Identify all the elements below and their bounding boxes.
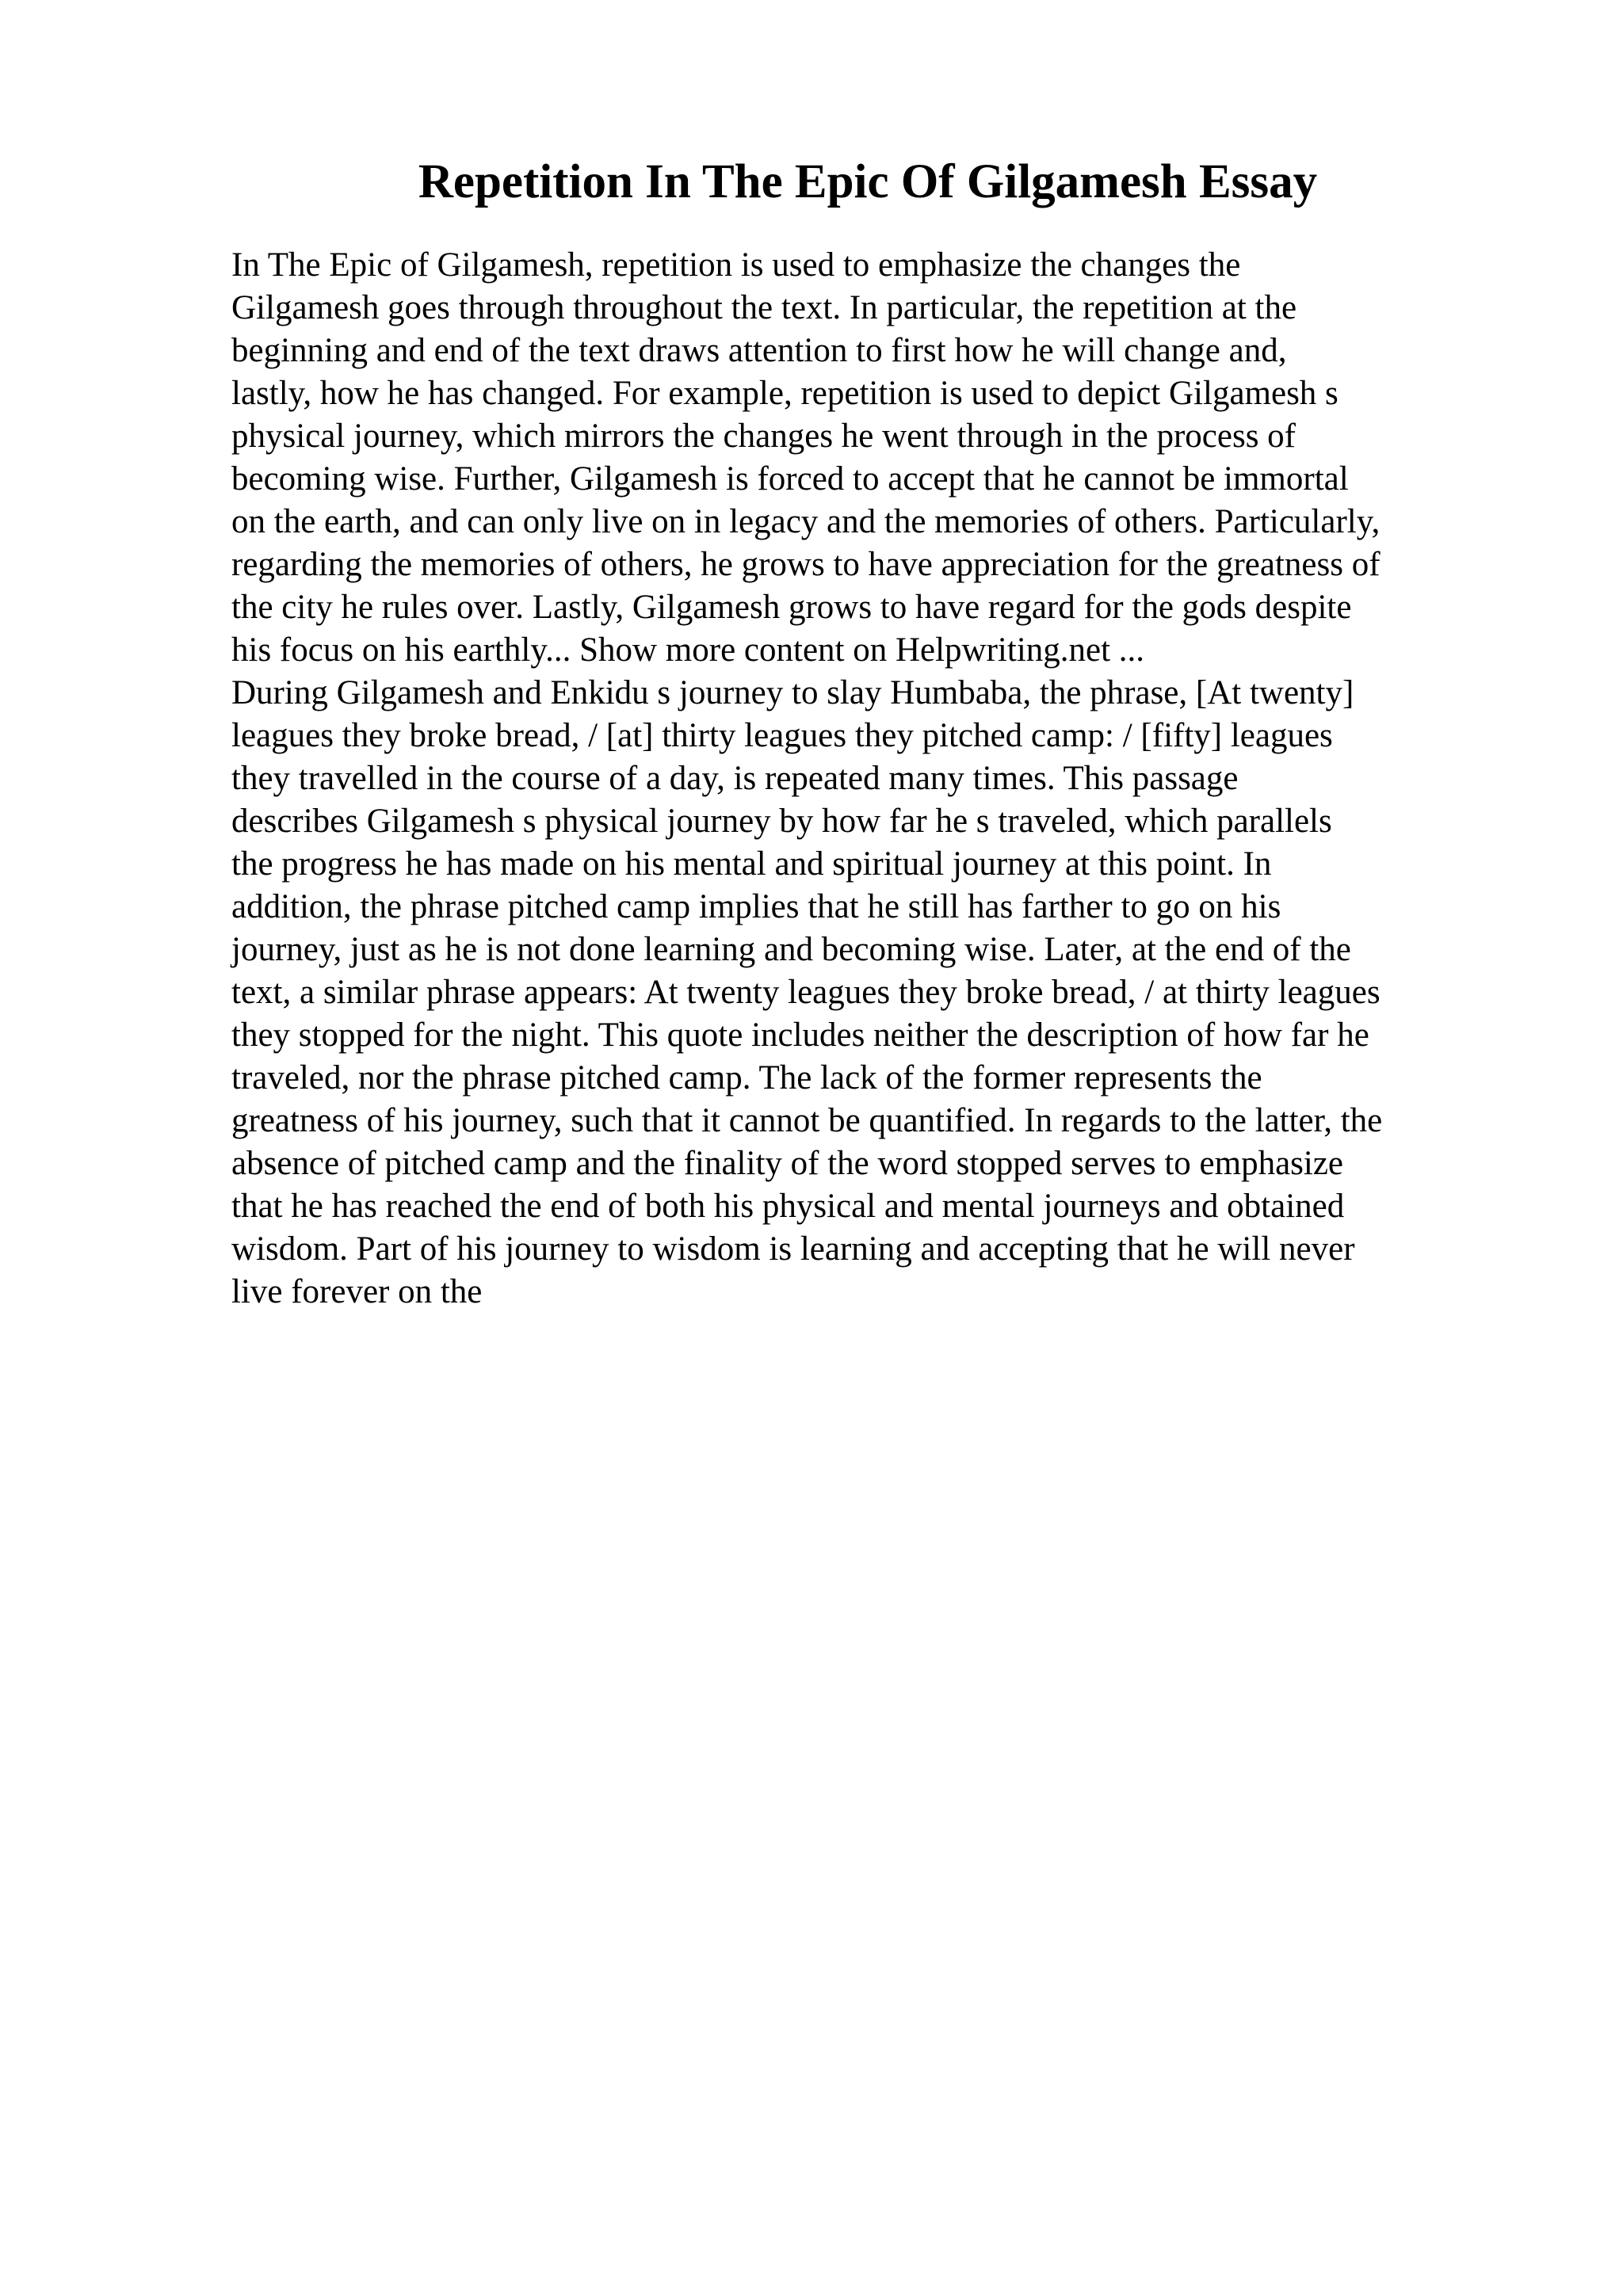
text-line: traveled, nor the phrase pitched camp. The lack of the former represents the: [231, 1059, 1262, 1097]
text-line: the progress he has made on his mental and spiritual journey at this point. In: [231, 845, 1272, 883]
text-line: regarding the memories of others, he grows to have appreciation for the greatness of: [231, 546, 1381, 583]
text-line: describes Gilgamesh s physical journey by how far he s traveled, which parallels: [231, 803, 1332, 840]
text-line: on the earth, and can only live on in legacy and the memories of others. Particularly,: [231, 503, 1381, 540]
text-line: that he has reached the end of both his physical and mental journeys and obtained: [231, 1188, 1345, 1225]
text-line: the city he rules over. Lastly, Gilgamesh grows to have regard for the gods despite: [231, 589, 1352, 626]
essay-body: [231, 244, 1579, 1314]
text-line: becoming wise. Further, Gilgamesh is forced to accept that he cannot be immortal: [231, 460, 1349, 498]
text-line: During Gilgamesh and Enkidu s journey to slay Humbaba, the phrase, [At twenty]: [231, 674, 1354, 711]
text-line: live forever on the: [231, 1273, 483, 1310]
text-line: lastly, how he has changed. For example, repetition is used to depict Gilgamesh s: [231, 375, 1338, 412]
text-line: text, a similar phrase appears: At twenty leagues they broke bread, / at thirty leagues: [231, 974, 1381, 1011]
text-line: his focus on his earthly... Show more content on Helpwriting.net ...: [231, 631, 1145, 669]
document-title: Repetition In The Epic Of Gilgamesh Essay: [418, 155, 1318, 208]
text-line: physical journey, which mirrors the changes he went through in the process of: [231, 418, 1296, 455]
text-line: beginning and end of the text draws attention to first how he will change and,: [231, 332, 1287, 369]
text-line: absence of pitched camp and the finality of the word stopped serves to emphasize: [231, 1145, 1344, 1182]
text-line: leagues they broke bread, / [at] thirty leagues they pitched camp: / [fifty] leagues: [231, 717, 1333, 754]
text-line: they stopped for the night. This quote includes neither the description of how far he: [231, 1016, 1369, 1054]
text-line: journey, just as he is not done learning and becoming wise. Later, at the end of the: [231, 931, 1351, 968]
text-line: they travelled in the course of a day, is repeated many times. This passage: [231, 760, 1239, 797]
text-line: Gilgamesh goes through throughout the text. In particular, the repetition at the: [231, 289, 1297, 326]
text-line: In The Epic of Gilgamesh, repetition is used to emphasize the changes the: [231, 246, 1241, 284]
text-line: wisdom. Part of his journey to wisdom is learning and accepting that he will never: [231, 1230, 1355, 1268]
text-line: addition, the phrase pitched camp implies that he still has farther to go on his: [231, 888, 1281, 925]
text-line: greatness of his journey, such that it cannot be quantified. In regards to the latter, the: [231, 1102, 1383, 1139]
